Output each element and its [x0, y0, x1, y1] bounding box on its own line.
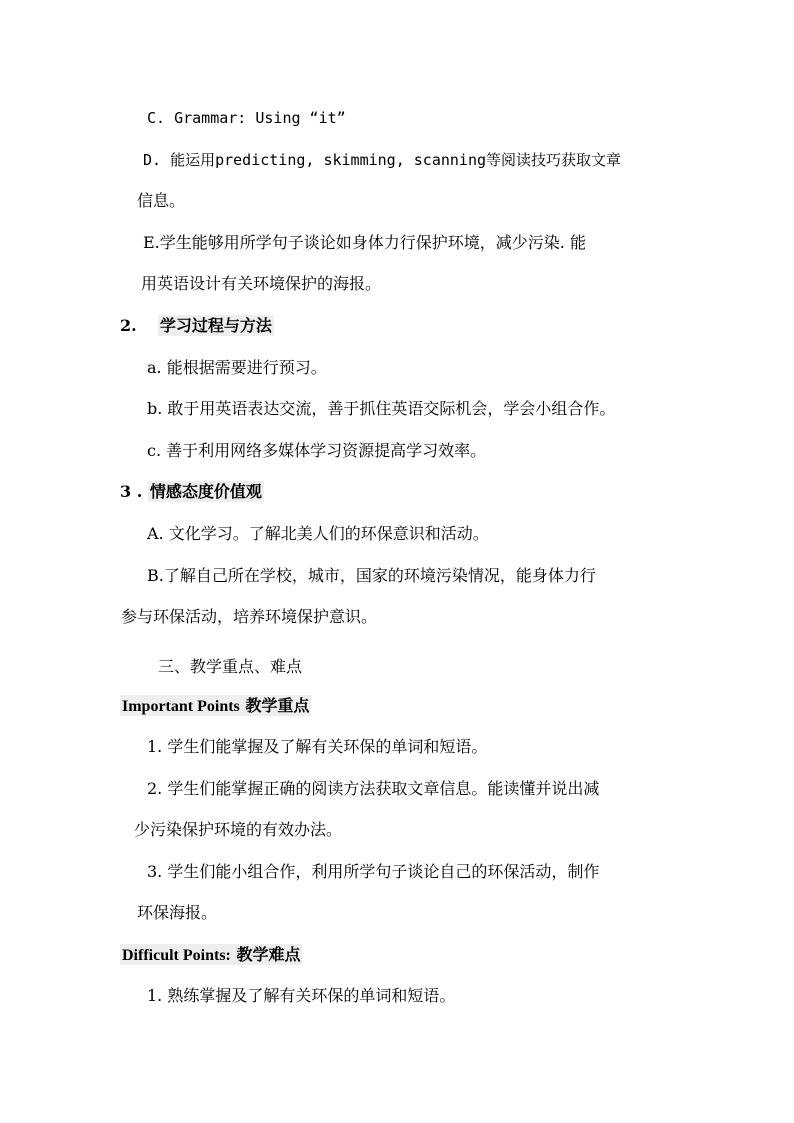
emotion-item-b-line1: B.了解自己所在学校，城市，国家的环境污染情况，能身体力行 [147, 566, 596, 585]
process-methods-number: 2. [120, 316, 137, 335]
process-methods-title: 学习过程与方法 [159, 316, 272, 335]
emotion-item-a: A. 文化学习。了解北美人们的环保意识和活动。 [147, 524, 489, 543]
objective-d-line2: 信息。 [137, 191, 186, 210]
difficult-points-heading [120, 944, 302, 967]
important-points-heading-cn: 教学重点 [245, 696, 310, 715]
important-point-3-line1: 3. 学生们能小组合作，利用所学句子谈论自己的环保活动，制作 [147, 862, 600, 881]
emotion-values-title: 情感态度价值观 [149, 482, 262, 501]
process-item-c: c. 善于利用网络多媒体学习资源提高学习效率。 [147, 441, 487, 460]
important-point-2-line2: 少污染保护环境的有效办法。 [134, 820, 343, 839]
difficult-points-heading-en: Difficult Points: [122, 947, 231, 964]
objective-e-line2: 用英语设计有关环境保护的海报。 [141, 274, 382, 293]
objective-c: C. Grammar: Using “it” [147, 109, 346, 127]
emotion-item-b-line2: 参与环保活动，培养环境保护意识。 [121, 607, 378, 626]
objective-e-line1: E.学生能够用所学句子谈论如身体力行保护环境，减少污染. 能 [143, 233, 586, 252]
emotion-values-number: 3 . [120, 482, 143, 501]
section-three-title: 三、教学重点、难点 [158, 657, 303, 676]
difficult-points-heading-cn: 教学难点 [236, 945, 301, 964]
important-point-3-line2: 环保海报。 [137, 903, 218, 922]
important-points-heading [120, 695, 311, 718]
difficult-point-1: 1. 熟练掌握及了解有关环保的单词和短语。 [147, 986, 456, 1005]
important-points-heading-en: Important Points [122, 698, 240, 715]
important-point-2-line1: 2. 学生们能掌握正确的阅读方法获取文章信息。能读懂并说出减 [147, 779, 600, 798]
process-methods-heading [120, 315, 274, 337]
important-point-1: 1. 学生们能掌握及了解有关环保的单词和短语。 [147, 737, 488, 756]
process-item-b: b. 敢于用英语表达交流，善于抓住英语交际机会，学会小组合作。 [147, 399, 616, 418]
emotion-values-heading [120, 481, 264, 503]
process-item-a: a. 能根据需要进行预习。 [147, 358, 327, 377]
objective-d-line1: D. 能运用predicting, skimming, scanning等阅读技巧获取文章 [143, 151, 622, 169]
